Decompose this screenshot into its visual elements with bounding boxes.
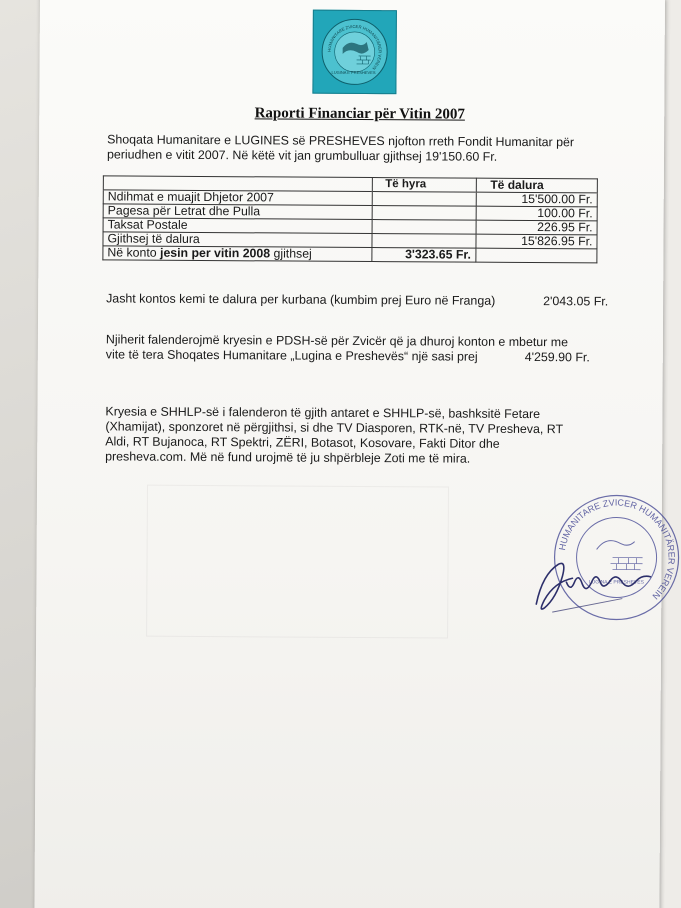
header-expenses: Të dalura <box>476 178 598 193</box>
signature <box>526 542 676 623</box>
thanks-pdsh-line-2: vite të tera Shoqates Humanitare „Lugina e Preshevës“ një sasi prej <box>105 347 478 364</box>
balance-label <box>103 246 373 262</box>
document-page <box>34 0 677 908</box>
logo-ring-text: HUMANITARE ZVICER HUMANITÄRER VEREIN <box>326 23 383 71</box>
closing-paragraph <box>105 404 645 467</box>
header-income: Të hyra <box>373 178 476 193</box>
bleed-through-box <box>146 485 449 639</box>
closing-line-2: (Xhamijat), sponzoret në përgjithsi, si dhe TV Diasporen, RTK-në, TV Presheva, RT <box>105 419 564 437</box>
kurbana-text: Jasht kontos kemi te dalura per kurbana (kumbim prej Euro në Franga) <box>106 291 496 308</box>
intro-line-2: periudhen e vitit 2007. Në këtë vit jan grumbulluar gjithsej 19'150.60 Fr. <box>106 147 498 164</box>
row-income <box>372 220 475 235</box>
table-row-balance <box>103 246 597 263</box>
balance-income: 3'323.65 Fr. <box>372 248 475 263</box>
row-label: Ndihmat e muajit Dhjetor 2007 <box>103 190 373 206</box>
row-expense: 100.00 Fr. <box>476 206 598 221</box>
closing-line-3: Aldi, RT Bujanoca, RT Spektri, ZËRI, Botasot, Kosovare, Fakti Ditor dhe <box>105 434 500 451</box>
row-income <box>373 192 476 207</box>
intro-paragraph <box>107 132 627 165</box>
row-income <box>373 206 476 221</box>
stamp-center-text: LUGINA E PRESHEVES <box>588 579 644 586</box>
row-expense: 15'500.00 Fr. <box>476 192 598 207</box>
organization-logo <box>312 10 397 95</box>
closing-line-1: Kryesia e SHHLP-së i falenderon të gjith antaret e SHHLP-së, bashksitë Fetare <box>105 404 541 422</box>
row-income <box>372 234 475 249</box>
document-title: Raporti Financiar për Vitin 2007 <box>254 105 465 123</box>
row-label: Pagesa për Letrat dhe Pulla <box>103 204 373 220</box>
balance-expense <box>475 248 597 263</box>
row-label: Taksat Postale <box>103 218 373 234</box>
balance-label-suffix: gjithsej <box>270 246 312 261</box>
intro-line-1: Shoqata Humanitare e LUGINES së PRESHEVES njofton rreth Fondit Humanitar për <box>107 132 575 150</box>
thanks-pdsh-amount: 4'259.90 Fr. <box>524 349 590 365</box>
logo-emblem <box>321 19 387 85</box>
closing-line-4: presheva.com. Më në fund urojmë të ju shpërbleje Zoti me të mira. <box>105 449 471 466</box>
logo-caption: LUGINA E PRESHEVES <box>331 69 376 76</box>
thanks-pdsh-line-1: Njiherit falenderojmë kryesin e PDSH-së për Zvicër që ja dhuroj konton e mbetur me <box>105 332 569 350</box>
financial-table <box>102 175 598 263</box>
balance-label-prefix: Në konto <box>107 245 161 260</box>
stamp-ring-text: HUMANITARE ZVICER HUMANITÄRER VEREIN <box>557 497 677 602</box>
row-expense: 15'826.95 Fr. <box>475 234 597 249</box>
kurbana-amount: 2'043.05 Fr. <box>543 294 609 309</box>
row-expense: 226.95 Fr. <box>476 220 598 235</box>
row-label: Gjithsej të dalura <box>103 232 373 248</box>
balance-label-bold: jesin per vitin 2008 <box>160 245 271 261</box>
